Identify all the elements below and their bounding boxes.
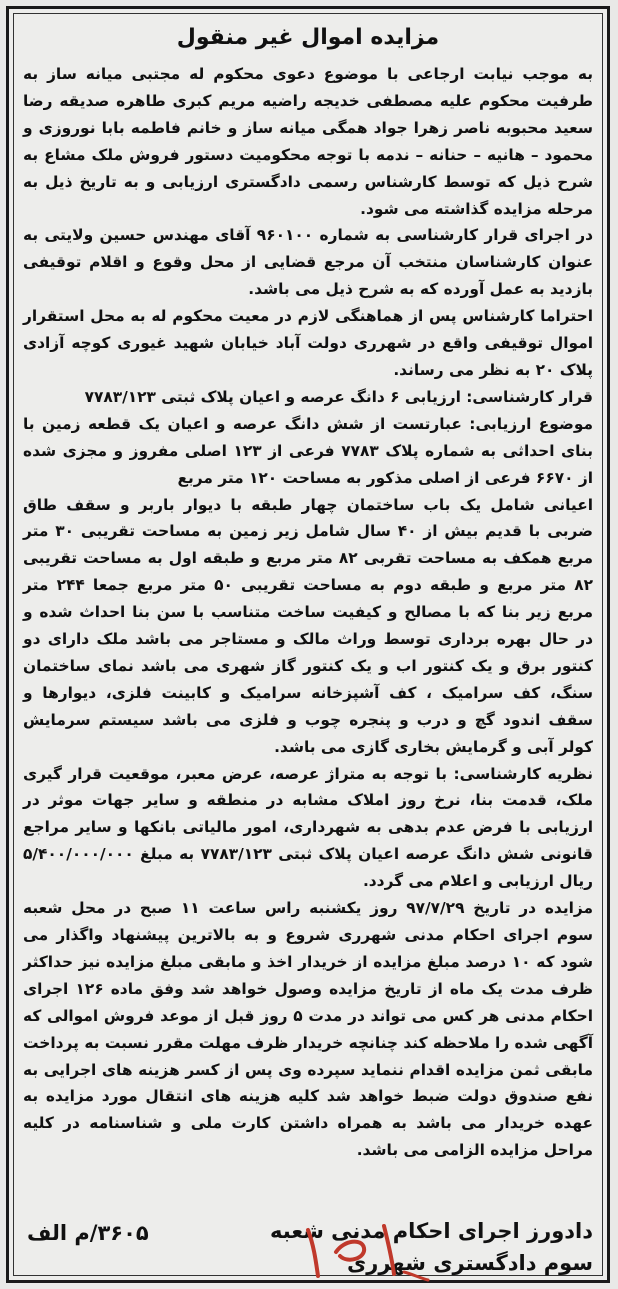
paragraph-subject: موضوع ارزیابی: عبارتست از شش دانگ عرصه و اعیان یک قطعه زمین با بنای احداثی به شماره پلاک ۷۷۸۳ فرعی از ۱۲۳ اصلی مفروز و مجزی شده از ۶۶۷۰ فرعی از اصلی مذکور به مساحت ۱۲۰ متر مربع — [23, 414, 593, 487]
paragraph-expert-order: در اجرای قرار کارشناسی به شماره ۹۶۰۱۰۰ آقای مهندس حسین ولایتی به عنوان کارشناسان منتخب آن مرجع قضایی از محل وقوع و اقلام توقیفی بازدید به عمل آورده که به شرح ذیل می باشد. — [23, 226, 593, 299]
paragraph-expert-opinion: نظریه کارشناسی: با توجه به متراژ عرصه، عرض معبر، موقعیت قرار گیری ملک، قدمت بنا، نرخ روز املاک مشابه در منطقه و سایر جهات موثر در ارزیابی با فرض عدم بدهی به شهرداری، امور مالیاتی بانکها و سایر مراجع قانونی شش دانگ عرصه اعیان پلاک ثبتی ۷۷۸۳/۱۲۳ به مبلغ ۵/۴۰۰/۰۰۰/۰۰۰ ریال ارزیابی و اعلام می گردد. — [23, 764, 593, 891]
paragraph-intro: به موجب نیابت ارجاعی با موضوع دعوی محکوم له مجتبی میانه ساز به طرفیت محکوم علیه مصطفی خدیجه راضیه مریم کبری طاهره صدیقه رضا سعید محبوبه ناصر زهرا جواد همگی میانه ساز و خانم فاطمه بابا نوروزی و محمود – هانیه – حنانه – ندمه با توجه محکومیت دستور فروش ملک مشاع به شرح ذیل که توسط کارشناس رسمی دادگستری ارزیابی و به تاریخ ذیل به مرحله مزایده گذاشته می شود. — [23, 65, 593, 218]
notice-frame — [6, 6, 610, 1283]
paragraph-appraisal-order: قرار کارشناسی: ارزیابی ۶ دانگ عرصه و اعیان پلاک ثبتی ۷۷۸۳/۱۲۳ — [84, 387, 593, 406]
notice-body — [23, 61, 593, 1164]
signature-line-1: دادورز اجرای احکام مدنی شعبه — [270, 1219, 593, 1243]
paragraph-building: اعیانی شامل یک باب ساختمان چهار طبقه با دیوار باربر و سقف طاق ضربی با قدیم بیش از ۴۰ سال شامل زیر زمین به مساحت تقریبی ۳۰ متر مربع همکف به مساحت تقربی ۸۲ متر مربع و طبقه اول به مساحت تقریبی ۸۲ متر مربع و طبقه دوم به مساحت تقریبی ۵۰ متر مربع جمعا ۲۴۴ متر مربع زیر بنا که با مصالح و کیفیت ساخت متناسب با سن بنا احداث شده و در حال بهره برداری توسط وراث مالک و مستاجر می باشد ملک دارای دو کنتور برق و یک کنتور اب و یک کنتور گاز شهری می باشد نمای ساختمان سنگ، کف سرامیک ، کف آشپزخانه سرامیک و کابینت فلزی، دیوارها و سقف اندود گچ و درب و پنجره چوب و فلزی می باشد سیستم سرمایش کولر آبی و گرمایش بخاری گازی می باشد. — [23, 495, 594, 756]
signature-line-2: سوم دادگستری شهرری — [347, 1251, 593, 1275]
notice-title: مزایده اموال غیر منقول — [176, 25, 440, 50]
paragraph-auction-terms: مزایده در تاریخ ۹۷/۷/۲۹ روز یکشنبه راس ساعت ۱۱ صبح در محل شعبه سوم اجرای احکام مدنی شهرری شروع و به بالاترین پیشنهاد واگذار می شود که ۱۰ درصد مبلغ مزایده از خریدار اخذ و مابقی مبلغ مزایده نیز حداکثر ظرف مدت یک ماه از تاریخ مزایده وصول خواهد شد وفق ماده ۱۲۶ اجرای احکام مدنی هر کس می تواند در مدت ۵ روز قبل از موعد فروش اموالی که آگهی شده را ملاحظه کند چنانچه خریدار ظرف مهلت مقرر نسبت به پرداخت مابقی ثمن مزایده اقدام ننماید سپرده وی پس از کسر هزینه های اجرایی به نفع صندوق دولت ضبط خواهد شد کلیه هزینه های انتقال مورد مزایده به عهده خریدار می باشد به همراه داشتن کارت ملی و شناسنامه در کلیه مراحل مزایده الزامی می باشد. — [23, 899, 593, 1160]
ad-code: ۳۶۰۵/م الف — [27, 1221, 149, 1245]
paragraph-location: احتراما کارشناس پس از هماهنگی لازم در معیت محکوم له به محل استقرار اموال توقیفی واقع در شهرری دولت آباد خیابان شهید غیوری کوچه آزادی پلاک ۲۰ به نظر می رساند. — [23, 307, 593, 379]
handwritten-number-mark — [300, 1212, 430, 1282]
